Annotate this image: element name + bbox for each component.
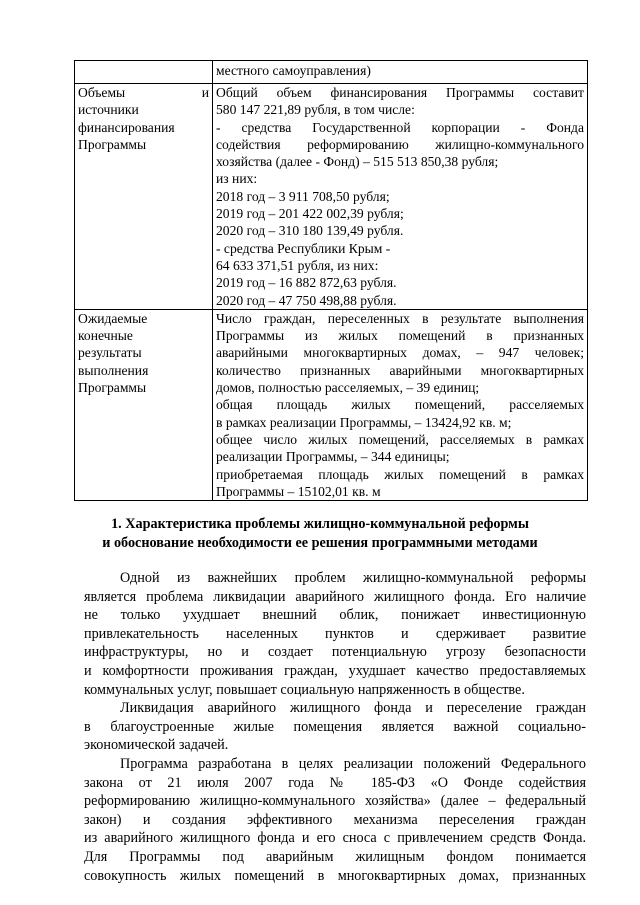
table-row bbox=[75, 61, 588, 84]
label-line: Объемы bbox=[78, 85, 126, 100]
paragraph bbox=[84, 755, 586, 885]
cell-line: 2020 год – 47 750 498,88 рубля. bbox=[216, 292, 397, 308]
cell-line: 2018 год – 3 911 708,50 рубля; bbox=[216, 188, 390, 204]
table-row-results bbox=[75, 309, 588, 500]
label-line: выполнения bbox=[78, 362, 149, 378]
text-line: инфраструктуры, но и создает потенциальную угрозу безопасности bbox=[84, 644, 586, 661]
label-line: результаты bbox=[78, 345, 142, 361]
label-line: и bbox=[201, 85, 209, 100]
body-text bbox=[84, 569, 586, 885]
text-line: является проблема ликвидации аварийного жилищного фонда. Его наличие bbox=[84, 588, 586, 605]
cell-line: реализации Программы, – 344 единицы; bbox=[216, 449, 450, 465]
cell-line: Общий объем финансирования Программы составит bbox=[216, 85, 584, 100]
program-passport-table bbox=[74, 60, 588, 501]
text-line: закон) и создания эффективного механизма переселения граждан bbox=[84, 811, 586, 828]
paragraph bbox=[84, 569, 586, 699]
cell-line: приобретаемая площадь жилых помещений в рамках bbox=[216, 466, 584, 482]
cell-line: из них: bbox=[216, 171, 258, 187]
text-line: в благоустроенные жилые помещения является важной социально- bbox=[84, 718, 586, 735]
cell-line: Число граждан, переселенных в результате выполнения bbox=[216, 310, 584, 326]
text-line: не только ухудшает внешний облик, понижает инвестиционную bbox=[84, 607, 586, 624]
cell-line: Программы – 15102,01 кв. м bbox=[216, 483, 381, 499]
funding-label-cell bbox=[75, 84, 213, 310]
text-line: Для Программы под аварийным жилищным фондом понимается bbox=[84, 848, 586, 865]
cell-line: содействия реформированию жилищно-коммунального bbox=[216, 136, 584, 152]
heading-line: 1. Характеристика проблемы жилищно-коммунальной реформы bbox=[111, 516, 529, 532]
table-cell-value bbox=[213, 61, 588, 84]
cell-line: 580 147 221,89 рубля, в том числе: bbox=[216, 102, 415, 118]
text-line: коммунальных услуг, повышает социальную напряженность в обществе. bbox=[84, 681, 525, 698]
text-line: Программа разработана в целях реализации положений Федерального bbox=[120, 755, 586, 772]
table-cell-label bbox=[75, 61, 213, 84]
cell-line: 2020 год – 310 180 139,49 рубля. bbox=[216, 223, 404, 239]
label-line: Ожидаемые bbox=[78, 310, 148, 326]
paragraph bbox=[84, 699, 586, 755]
cell-line: общая площадь жилых помещений, расселяемых bbox=[216, 397, 584, 413]
cell-line: хозяйства (далее - Фонд) – 515 513 850,38 рубля; bbox=[216, 154, 499, 170]
cell-line: - средства Государственной корпорации - Фонда bbox=[216, 119, 584, 135]
cell-line: в рамках реализации Программы, – 13424,92 кв. м; bbox=[216, 414, 512, 430]
label-line: финансирования bbox=[78, 119, 175, 135]
cell-line: 2019 год – 16 882 872,63 рубля. bbox=[216, 275, 397, 291]
cell-line: количество признанных аварийными многоквартирных bbox=[216, 362, 584, 378]
text-line: из аварийного жилищного фонда и его сноса с привлечением средств Фонда. bbox=[84, 830, 586, 847]
label-line: источники bbox=[78, 102, 139, 118]
cell-line: аварийными многоквартирных домах, – 947 человек; bbox=[216, 345, 584, 361]
cell-line: домов, полностью расселяемых, – 39 единиц; bbox=[216, 380, 480, 396]
label-line: конечные bbox=[78, 328, 133, 344]
cell-line: - средства Республики Крым - bbox=[216, 240, 391, 256]
cell-line: Программы из жилых помещений в признанных bbox=[216, 328, 584, 344]
cell-line: 64 633 371,51 рубля, из них: bbox=[216, 257, 379, 273]
text-line: совокупность жилых помещений в многоквартирных домах, признанных bbox=[84, 867, 586, 884]
text-line: Одной из важнейших проблем жилищно-коммунальной реформы bbox=[120, 570, 586, 586]
results-label-cell bbox=[75, 309, 213, 500]
funding-value-cell bbox=[213, 84, 588, 310]
text-line: и комфортности проживания граждан, ухудшает качество предоставляемых bbox=[84, 662, 586, 679]
label-line: Программы bbox=[78, 380, 147, 396]
text-line: Ликвидация аварийного жилищного фонда и переселение граждан bbox=[120, 700, 586, 717]
heading-line: и обоснование необходимости ее решения программными методами bbox=[102, 535, 538, 551]
text-line: экономической задачей. bbox=[84, 737, 229, 754]
table-row-funding bbox=[75, 84, 588, 310]
text-line: привлекательность населенных пунктов и сдерживает развитие bbox=[84, 625, 586, 642]
section-heading bbox=[0, 515, 640, 553]
text-line: реформированию жилищно-коммунального хозяйства» (далее – федеральный bbox=[84, 793, 586, 810]
continuation-text: местного самоуправления) bbox=[216, 63, 371, 78]
cell-line: 2019 год – 201 422 002,39 рубля; bbox=[216, 206, 404, 222]
cell-line: общее число жилых помещений, расселяемых в рамках bbox=[216, 431, 584, 447]
text-line: закона от 21 июля 2007 года № 185-ФЗ «О Фонде содействия bbox=[84, 774, 586, 791]
label-line: Программы bbox=[78, 136, 147, 152]
results-value-cell bbox=[213, 309, 588, 500]
